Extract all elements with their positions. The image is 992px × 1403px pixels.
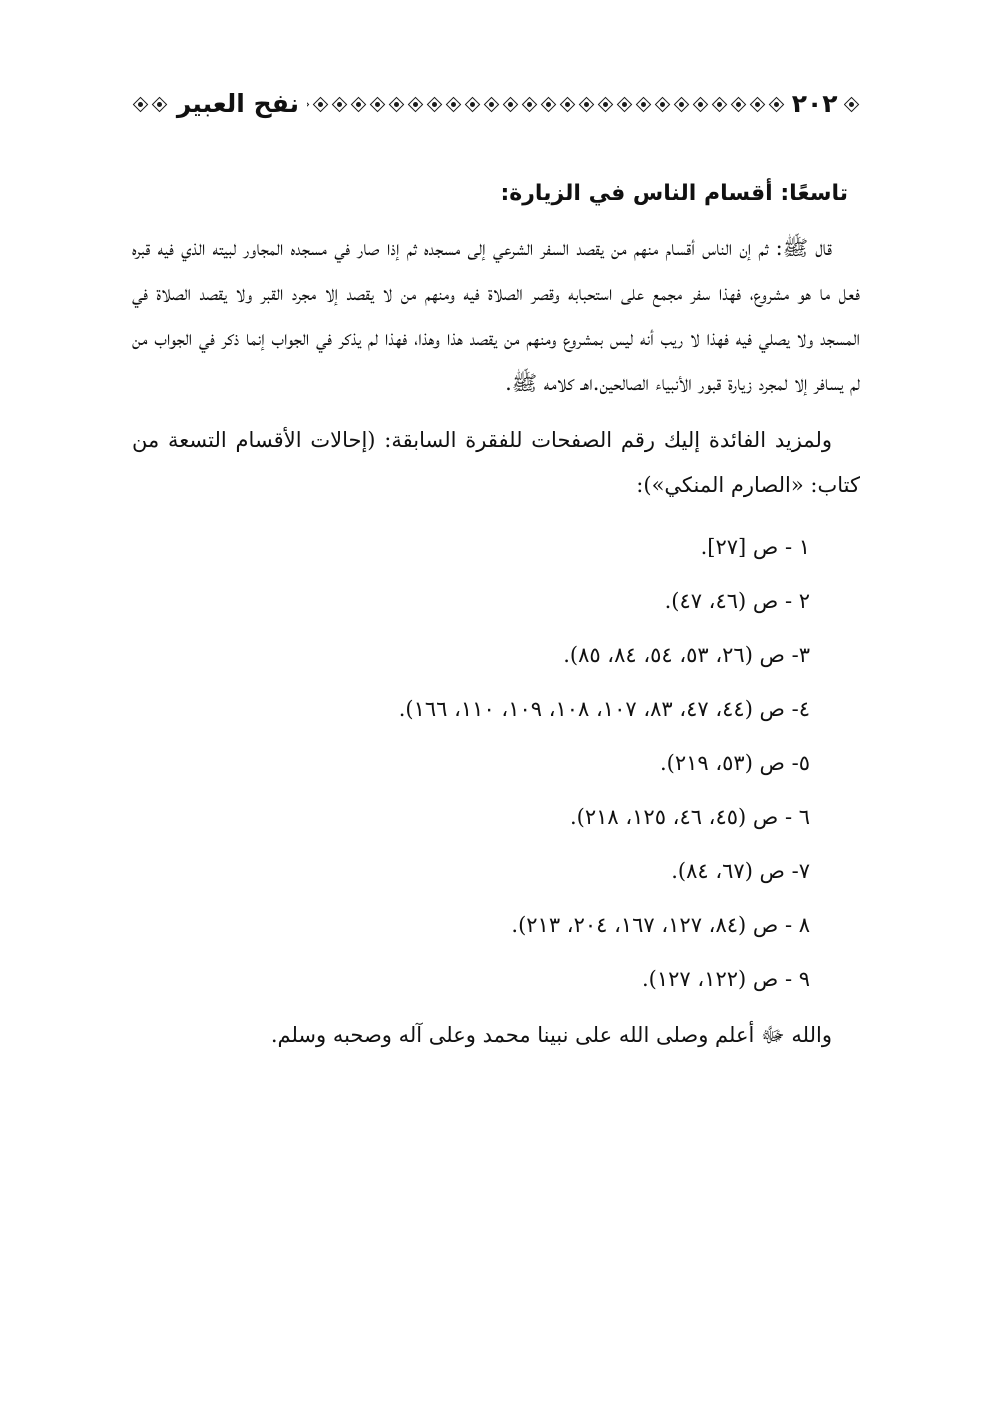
reference-item: ٢ - ص (٤٦، ٤٧). [664,589,810,613]
section-heading: تاسعًا: أقسام الناس في الزيارة: [500,181,848,206]
reference-item: ١ - ص [٢٧]. [700,535,810,559]
ornament-band [307,84,786,124]
ornament-tile [844,96,860,113]
reference-item: ٨ - ص (٨٤، ١٢٧، ١٦٧، ٢٠٤، ٢١٣). [511,913,810,937]
reference-item: ٦ - ص (٤٥، ٤٦، ١٢٥، ٢١٨). [569,805,810,829]
reference-item: ٤- ص (٤٤، ٤٧، ٨٣، ١٠٧، ١٠٨، ١٠٩، ١١٠، ١٦٦). [398,697,810,721]
ornament-end-left [132,84,169,124]
reference-item: ٩ - ص (١٢٢، ١٢٧). [642,967,810,991]
page-header [132,84,860,124]
reference-list [132,520,860,1006]
paragraph-references-intro: ولمزيد الفائدة إليك رقم الصفحات للفقرة السابقة: (إحالات الأقسام التسعة من كتاب: «الصارم المنكي»): [132,428,860,497]
reference-item: ٧- ص (٦٧، ٨٤). [671,859,810,883]
reference-item: ٥- ص (٥٣، ٢١٩). [659,751,810,775]
page-body [132,172,860,1060]
closing-line: والله ﷻ أعلم وصلى الله على نبينا محمد وعلى آله وصحبه وسلم. [270,1023,832,1047]
paragraph-quote: قال ﷺ: ثم إن الناس أقسام منهم من يقصد السفر الشرعي إلى مسجده ثم إذا صار في مسجده المجاور لبيته الذي فيه قبره فعل ما هو مشروع، فهذا سفر مجمع على استحبابه وقصر الصلاة فيه ومنهم من لا يقصد إلا مجرد القبر ولا يقصد الصلاة في المسجد ولا يصلي فيه فهذا لا ريب أنه ليس بمشروع ومنهم من يقصد هذا وهذا، فهذا لم يذكر في الجواب إنما ذكر في الجواب من لم يسافر إلا لمجرد زيارة قبور الأنبياء الصالحين.اهـ كلامه ﷺ. [132,236,860,395]
ornament-end-right [844,84,860,124]
reference-item: ٣- ص (٢٦، ٥٣، ٥٤، ٨٤، ٨٥). [563,643,810,667]
page-number: ٢٠٢ [791,89,838,118]
book-title: نفح العبير [176,89,299,118]
